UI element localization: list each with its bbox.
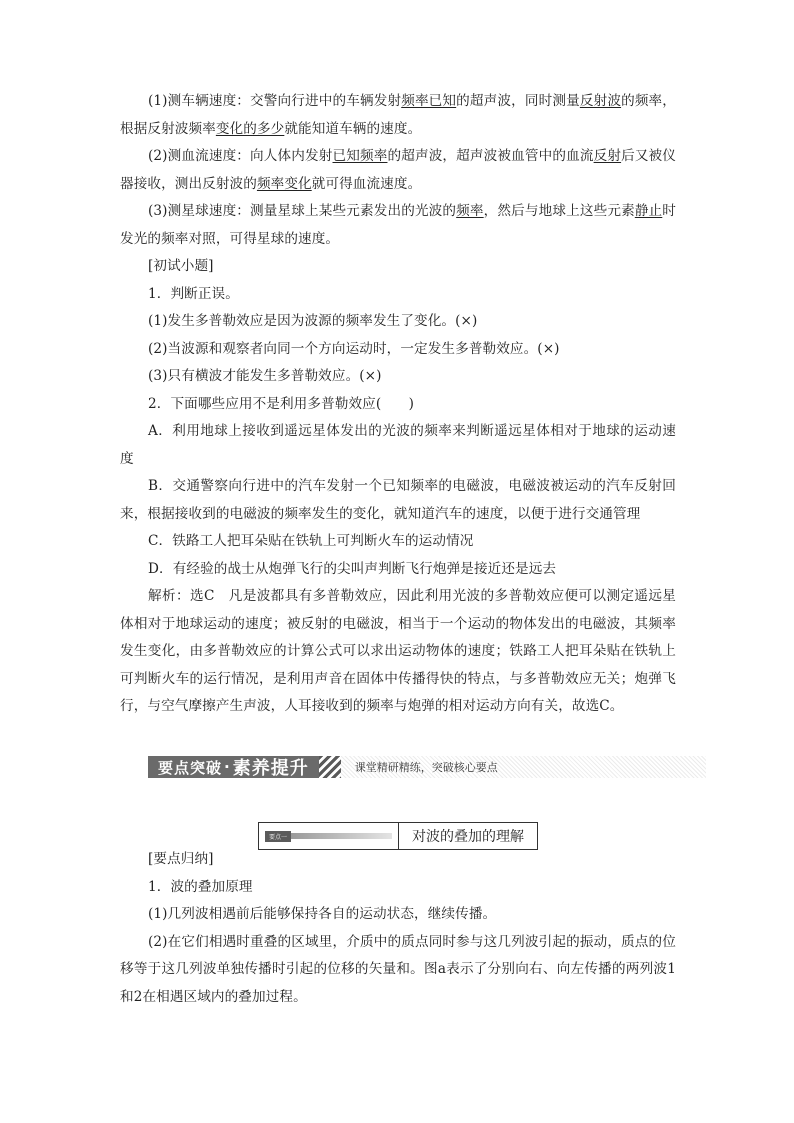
judge-item: (3)只有横波才能发生多普勒效应。(×) <box>148 368 382 384</box>
quiz-question-1: 1．判断正误。 <box>148 285 239 302</box>
paragraph-measure-star: (3)测星球速度：测量星球上某些元素发出的光波的频率，然后与地球上这些元素静止时发光的频率对照，可得星球的速度。 <box>120 203 676 247</box>
judge-item: (1)发生多普勒效应是因为波源的频率发生了变化。(×) <box>148 313 478 329</box>
paragraph-measure-vehicle: (1)测车辆速度：交警向行进中的车辆发射频率已知的超声波，同时测量反射波的频率，根据反射波频率变化的多少就能知道车辆的速度。 <box>120 93 676 137</box>
top-content <box>120 88 676 721</box>
option-b: B．交通警察向行进中的汽车发射一个已知频率的电磁波，电磁波被运动的汽车反射回来，根据接收到的电磁波的频率发生的变化，就知道汽车的速度，以便于进行交通管理 <box>120 478 676 522</box>
key-point-label: 要点一 <box>265 831 291 842</box>
summary-paragraph: (2)在它们相遇时重叠的区域里，介质中的质点同时参与这几列波引起的振动，质点的位移等于这几列波单独传播时引起的位移的矢量和。图a表示了分别向右、向左传播的两列波1和2在相遇区域内的叠加过程。 <box>120 933 676 1005</box>
key-point-bar <box>291 833 392 839</box>
option-c: C．铁路工人把耳朵贴在铁轨上可判断火车的运动情况 <box>148 533 474 549</box>
analysis-text: 解析：选C 凡是波都具有多普勒效应，因此利用光波的多普勒效应便可以测定遥远星体相对于地球运动的速度；被反射的电磁波，相当于一个运动的物体发出的电磁波，其频率发生变化，由多普勒效应的计算公式可以求出运动物体的速度；铁路工人把耳朵贴在铁轨上可判断火车的运行情况，是利用声音在固体中传播得快的特点，与多普勒效应无关；炮弹飞行，与空气摩擦产生声波，人耳接收到的频率与炮弹的相对运动方向有关，故选C。 <box>120 588 676 714</box>
quiz-heading: [初试小题] <box>148 258 214 274</box>
section-banner <box>148 756 706 778</box>
banner-subtitle: 课堂精研精练，突破核心要点 <box>341 756 706 778</box>
key-point-title: 对波的叠加的理解 <box>412 829 524 845</box>
summary-content <box>120 846 676 1011</box>
paragraph-measure-blood: (2)测血流速度：向人体内发射已知频率的超声波，超声波被血管中的血流反射后又被仪器接收，测出反射波的频率变化就可得血流速度。 <box>120 148 676 192</box>
banner-title: 要点突破 · 素养提升 <box>148 756 319 778</box>
summary-heading: [要点归纳] <box>148 851 214 867</box>
judge-item: (2)当波源和观察者向同一个方向运动时，一定发生多普勒效应。(×) <box>148 340 560 357</box>
summary-paragraph: (1)几列波相遇前后能够保持各自的运动状态，继续传播。 <box>148 906 497 922</box>
quiz-question-2: 2．下面哪些应用不是利用多普勒效应( ) <box>148 395 415 412</box>
banner-stripe <box>319 756 341 778</box>
option-d: D．有经验的战士从炮弹飞行的尖叫声判断飞行炮弹是接近还是远去 <box>148 560 557 577</box>
summary-item-1: 1．波的叠加原理 <box>148 878 253 895</box>
option-a: A．利用地球上接收到遥远星体发出的光波的频率来判断遥远星体相对于地球的运动速度 <box>120 423 676 467</box>
